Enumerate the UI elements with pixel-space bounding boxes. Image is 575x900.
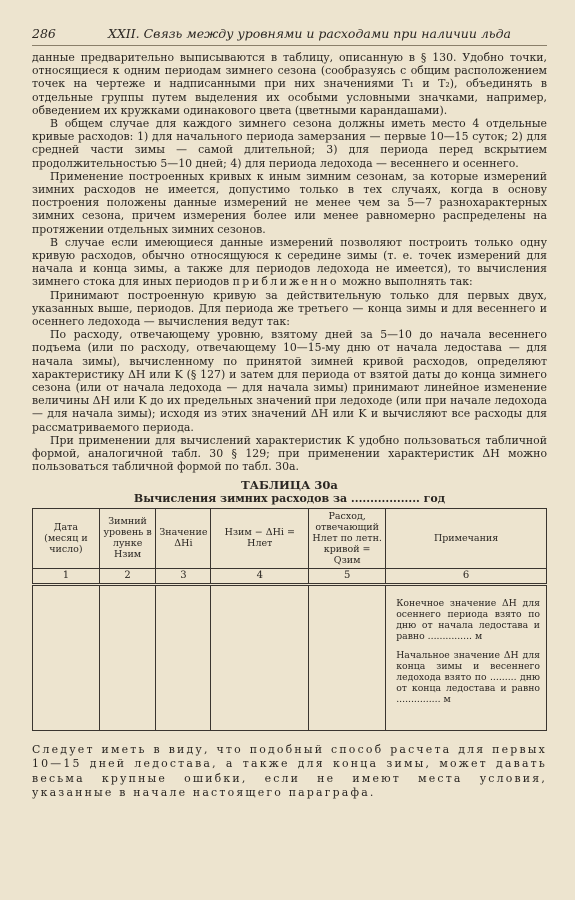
col-number: 4 [211, 568, 309, 584]
col-header-date: Дата (месяц и число) [33, 508, 100, 568]
table-cell [309, 584, 386, 730]
paragraph-7: При применении для вычислений характеристик K удобно пользоваться табличной формой, аналогичной табл. 30 § 129; при применении характеристик ΔH можно пользоваться табличной формой по табл. 30а. [32, 433, 547, 474]
table-body-row [33, 584, 547, 730]
col-header-notes: Примечания [386, 508, 547, 568]
note-1: Конечное значение ΔH для осеннего периода взято по дню от начала ледостава и равно ............... м [396, 597, 540, 642]
calculation-table [32, 508, 547, 731]
page-number: 286 [32, 26, 56, 41]
page-header [32, 26, 547, 41]
table-cell [33, 584, 100, 730]
paragraph-6: По расходу, отвечающему уровню, взятому дней за 5—10 до начала весеннего подъема (или по расходу, отвечающему 10—15-му дню от начала ледостава — для начала зимы), вычисленному по принятой зимней кривой расходов, определяют характеристику ΔH или K (§ 127) и затем для периода от взятой даты до конца зимнего сезона (или от начала ледохода — для начала зимы) принимают линейное изменение величины ΔH или K до их предельных значений при ледоходе (или при начале ледохода — для начала зимы); исходя из этих значений ΔH или K и вычисляют все расходы для рассматриваемого периода. [32, 328, 547, 434]
col-number: 6 [386, 568, 547, 584]
paragraph-4-end: можно выполнять так: [342, 275, 473, 289]
paragraph-4 [32, 236, 547, 289]
header-rule [32, 45, 547, 46]
paragraph-2: В общем случае для каждого зимнего сезона должны иметь место 4 отдельные кривые расходов: 1) для начального периода замерзания — первые 10—15 суток; 2) для средней части зимы — самой длительной; 3) для периода перед вскрытием продолжительностью 5—10 дней; 4) для периода ледохода — весеннего и осеннего. [32, 117, 547, 170]
closing-paragraph: Следует иметь в виду, что подобный способ расчета для первых 10—15 дней ледостава, а также для конца зимы, может давать весьма крупные ошибки, если не имеют места условия, указанные в начале настоящего параграфа. [32, 742, 547, 799]
table-cell [211, 584, 309, 730]
table-cell [99, 584, 156, 730]
table-cell [156, 584, 211, 730]
col-header-discharge: Расход, отвечающий Hлет по летн. кривой = Qзим [309, 508, 386, 568]
paragraph-5: Принимают построенную кривую за действительную только для первых двух, указанных выше, периодов. Для периода же третьего — конца зимы и для весеннего и осеннего ледохода — вычисления ведут так: [32, 288, 547, 329]
paragraph-1: данные предварительно выписываются в таблицу, описанную в § 130. Удобно точки, относящиеся к одним периодам зимнего сезона (сообразуясь с общим расположением точек на чертеже и надписанными при них значениями T₁ и T₂), объединять в отдельные группы путем выделения их особыми условными значками, например, обведением их кружками одинакового цвета (цветными карандашами). [32, 51, 547, 117]
paragraph-3: Применение построенных кривых к иным зимним сезонам, за которые измерений зимних расходов не имеется, допустимо только в тех случаях, когда в основу построения положены данные измерений не менее чем за 5—7 разнохарактерных зимних сезона, причем измерения более или менее равномерно распределены на протяжении отдельных зимних сезонов. [32, 169, 547, 236]
col-number: 5 [309, 568, 386, 584]
note-2: Начальное значение ΔH для конца зимы и весеннего ледохода взято по ......... дню от конца ледостава и равно ............... м [396, 649, 540, 705]
col-header-formula: Hзим − ΔHi = Hлет [211, 508, 309, 568]
table-caption: Вычисления зимних расходов за .................. год [133, 491, 446, 505]
paragraph-4-text: В случае если имеющиеся данные измерений позволяют построить только одну кривую расходов, обычно относящуюся к середине зимы (т. е. точек измерений для начала и конца зимы, а также для периодов ледохода не имеется), то вычисления зимнего стока для иных периодов [32, 235, 547, 289]
col-number: 3 [156, 568, 211, 584]
table-number-row [33, 568, 547, 584]
running-title: XXII. Связь между уровнями и расходами при наличии льда [108, 26, 511, 41]
spaced-emphasis: приближенно [232, 275, 339, 289]
col-header-level: Зимний уровень в лунке Hзим [99, 508, 156, 568]
table-header-row [33, 508, 547, 568]
table-label: ТАБЛИЦА 30а [241, 477, 338, 492]
col-number: 1 [33, 568, 100, 584]
col-header-delta: Значение ΔHi [156, 508, 211, 568]
col-number: 2 [99, 568, 156, 584]
notes-cell [386, 584, 547, 730]
